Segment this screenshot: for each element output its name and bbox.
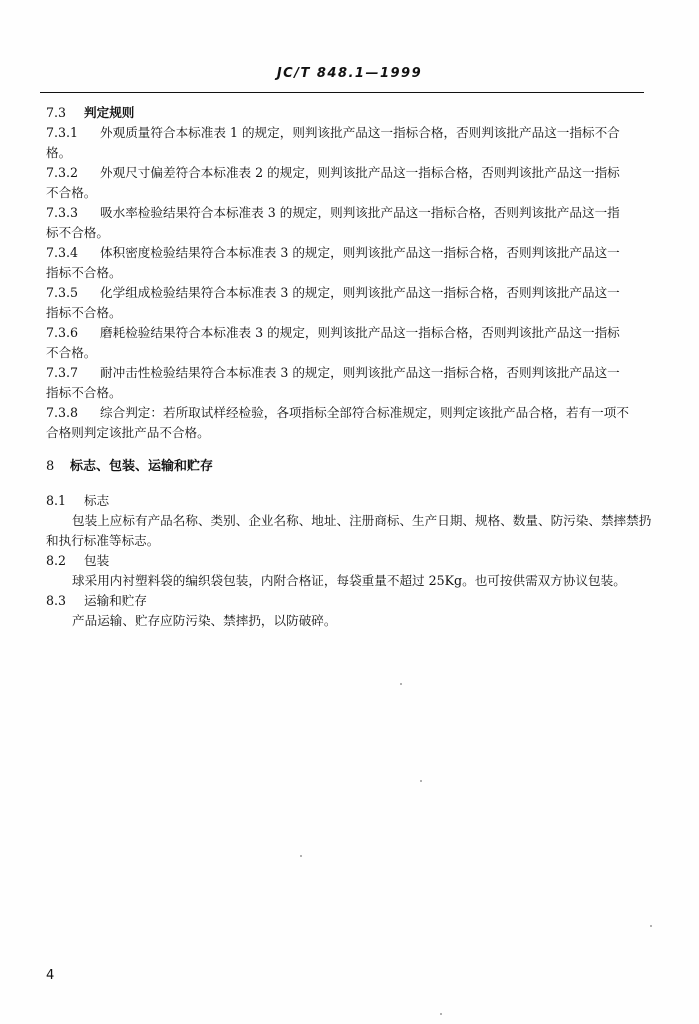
subsection-number: 8.1 [46, 493, 67, 508]
clause-text: 化学组成检验结果符合本标准表 3 的规定，则判该批产品这一指标合格，否则判该批产品这一 [100, 285, 620, 300]
clause-text-continued: 格。 [46, 145, 72, 160]
clause-text: 外观尺寸偏差符合本标准表 2 的规定，则判该批产品这一指标合格，否则判该批产品这一指标 [100, 165, 620, 180]
clause-text-continued: 标不合格。 [46, 225, 109, 240]
subsection-title: 包装 [84, 553, 110, 568]
clause-text-continued: 指标不合格。 [46, 385, 122, 400]
clause-7-3-1 [46, 123, 646, 163]
chapter-title: 标志、包装、运输和贮存 [70, 459, 214, 474]
header-rule [40, 92, 644, 93]
clause-number: 7.3.4 [46, 245, 79, 260]
clause-text: 综合判定：若所取试样经检验，各项指标全部符合标准规定，则判定该批产品合格，若有一项不 [100, 405, 629, 420]
subsection-number: 8.3 [46, 593, 67, 608]
subsection-8-1 [46, 491, 652, 551]
clause-text-continued: 指标不合格。 [46, 305, 122, 320]
clause-7-3-6 [46, 323, 646, 363]
clause-text: 磨耗检验结果符合本标准表 3 的规定，则判该批产品这一指标合格，否则判该批产品这一指标 [100, 325, 620, 340]
clause-text-continued: 不合格。 [46, 185, 97, 200]
clause-number: 7.3.2 [46, 165, 79, 180]
scan-speck [440, 1013, 442, 1015]
clause-number: 7.3.5 [46, 285, 79, 300]
clause-7-3-2 [46, 163, 646, 203]
standard-code-header: JC/T 848.1—1999 [276, 66, 423, 81]
subsection-8-2 [46, 551, 646, 591]
clause-number: 7.3.1 [46, 125, 79, 140]
chapter-number: 8 [46, 459, 55, 474]
scan-speck [400, 683, 402, 685]
clause-text: 体积密度检验结果符合本标准表 3 的规定，则判该批产品这一指标合格，否则判该批产品这一 [100, 245, 620, 260]
subsection-title: 运输和贮存 [84, 593, 147, 608]
clause-7-3-3 [46, 203, 646, 243]
clause-text-continued: 合格则判定该批产品不合格。 [46, 425, 210, 440]
clause-7-3-5 [46, 283, 646, 323]
clause-text: 耐冲击性检验结果符合本标准表 3 的规定，则判该批产品这一指标合格，否则判该批产品这一 [100, 365, 620, 380]
subsection-8-3 [46, 591, 646, 631]
scan-speck [300, 855, 302, 857]
subsection-text: 球采用内衬塑料袋的编织袋包装，内附合格证，每袋重量不超过 25Kg。也可按供需双方协议包装。 [72, 573, 626, 588]
clause-text-continued: 不合格。 [46, 345, 97, 360]
clause-number: 7.3.7 [46, 365, 79, 380]
clause-number: 7.3.8 [46, 405, 79, 420]
clause-number: 7.3.3 [46, 205, 79, 220]
clause-number: 7.3.6 [46, 325, 79, 340]
subsection-text-continued: 和执行标准等标志。 [46, 533, 160, 548]
subsection-text: 包装上应标有产品名称、类别、企业名称、地址、注册商标、生产日期、规格、数量、防污染、禁摔禁扔 [72, 513, 652, 528]
section-number: 7.3 [46, 105, 67, 120]
scan-speck [650, 925, 652, 927]
page-number: 4 [46, 968, 55, 983]
subsection-number: 8.2 [46, 553, 67, 568]
clause-text: 外观质量符合本标准表 1 的规定，则判该批产品这一指标合格，否则判该批产品这一指标不合 [100, 125, 620, 140]
section-7-3-heading [46, 103, 646, 123]
clause-7-3-7 [46, 363, 646, 403]
clause-text: 吸水率检验结果符合本标准表 3 的规定，则判该批产品这一指标合格，否则判该批产品这一指 [100, 205, 620, 220]
clause-text-continued: 指标不合格。 [46, 265, 122, 280]
subsection-text: 产品运输、贮存应防污染、禁摔扔，以防破碎。 [72, 613, 337, 628]
scan-speck [420, 780, 422, 782]
page-body [46, 103, 652, 631]
chapter-8-heading [46, 457, 646, 477]
section-title: 判定规则 [84, 105, 135, 120]
clause-7-3-8 [46, 403, 646, 443]
clause-7-3-4 [46, 243, 646, 283]
subsection-title: 标志 [84, 493, 110, 508]
